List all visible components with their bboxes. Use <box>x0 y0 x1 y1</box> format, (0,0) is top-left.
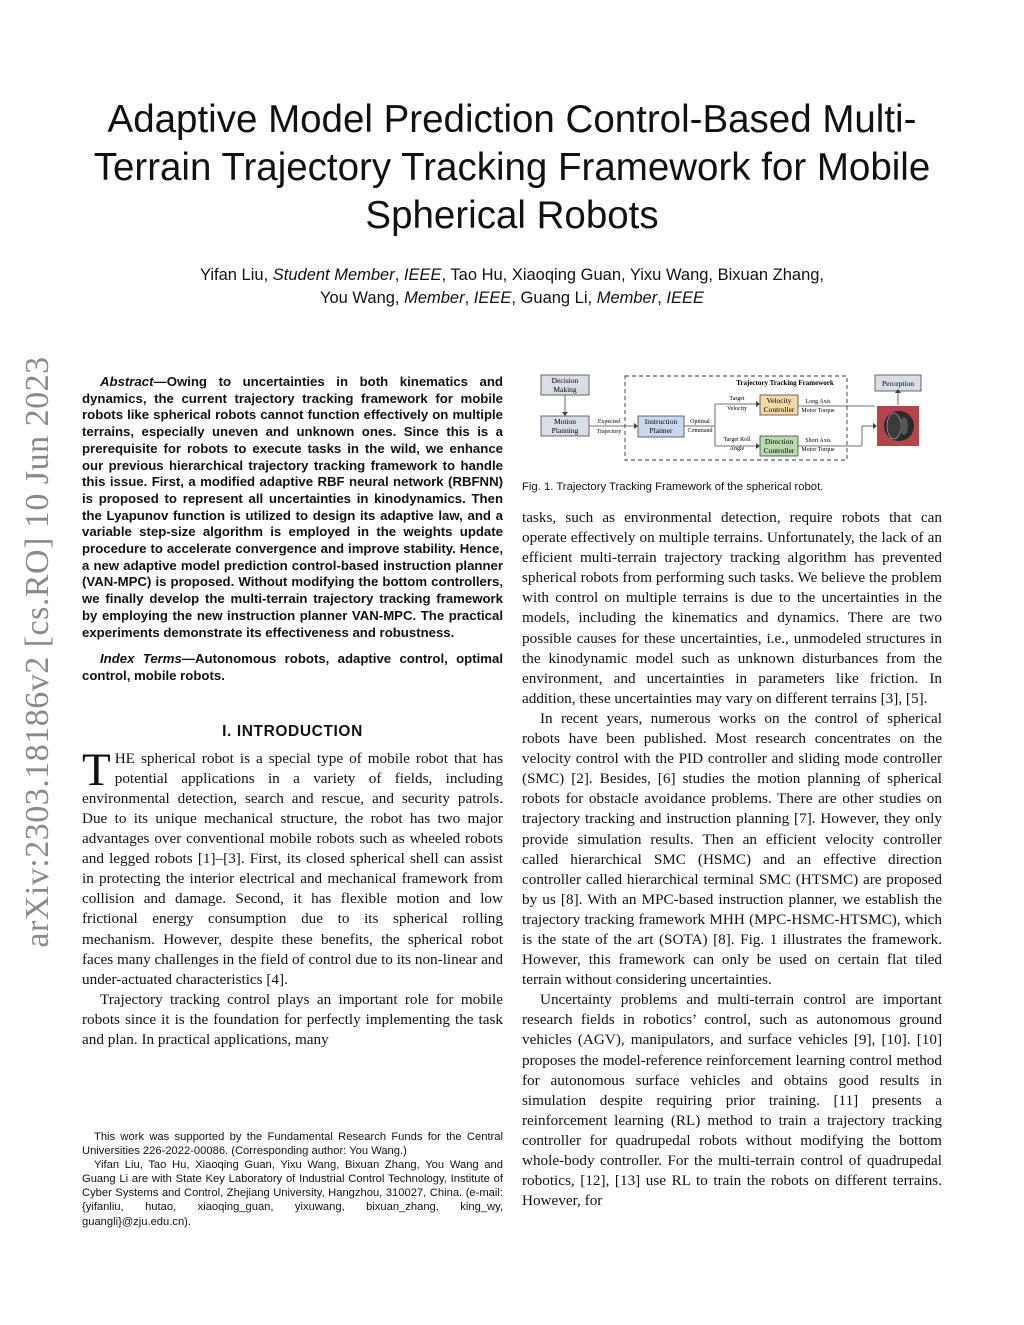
short-axis-label-2: Motor Torque <box>801 447 835 453</box>
right-paragraph-1: tasks, such as environmental detection, require robots that can operate effectively on multiple terrains. Unfortunately, the lack of an efficient multi-terrain trajectory tracking algorithm has prevented spherical robots from performing such tasks. We believe the problem with control on multiple terrains is due to the uncertainties in the models, including the kinematics and dynamics. There are two possible causes for these uncertainties, i.e., unmodeled structures in the kinodynamic model such as unknown disturbances from the environment, and uncertainties in parameters like friction. In addition, these uncertainties may vary on different terrains [3], [5]. <box>522 509 942 707</box>
expected-label-1: Expected <box>597 419 621 425</box>
target-velocity-label-1: Target <box>729 396 745 402</box>
author-line-2: You Wang, Member, IEEE, Guang Li, Member, IEEE <box>320 289 704 307</box>
decision-making-label-1: Decision <box>551 376 579 385</box>
motion-planning-label-2: Planning <box>551 426 579 435</box>
right-paragraph-2: In recent years, numerous works on the control of spherical robots have been published. Most research concentrates on the velocity control with the PID controller and sliding mode controller (SMC) [2]. Besides, [6] studies the motion planning of spherical robots for obstacle avoidance problems. There are other studies on trajectory tracking and instruction planning [7]. However, they only provide simulation results. Then an efficient velocity controller called hierarchical SMC (HSMC) and an effective direction controller called hierarchical terminal SMC (HTSMC) are proposed by us [8]. With an MPC-based instruction planner, we establish the trajectory tracking framework MHH (MPC-HSMC-HTSMC), which is the state of the art (SOTA) [8]. Fig. 1 illustrates the framework. However, this framework can only be used on certain flat tiled terrain without considering uncertainties. <box>522 709 942 989</box>
long-axis-label-2: Motor Torque <box>801 408 835 414</box>
intro-paragraph-2: Trajectory tracking control plays an important role for mobile robots since it is the foundation for perfectly implementing the task and plan. In practical applications, many <box>82 990 503 1048</box>
direction-controller-label-2: Controller <box>763 446 795 455</box>
optimal-label-1: Optimal <box>690 419 710 425</box>
author-line-1: Yifan Liu, Student Member, IEEE, Tao Hu, Xiaoqing Guan, Yixu Wang, Bixuan Zhang, <box>199 266 825 284</box>
direction-controller-label-1: Direction <box>764 437 794 446</box>
robot-wheel-icon <box>887 413 901 439</box>
framework-label: Trajectory Tracking Framework <box>736 379 834 387</box>
figure-1 <box>522 370 942 470</box>
arrowhead-motion-planner <box>634 423 638 429</box>
intro-paragraph-1: THE spherical robot is a special type of mobile robot that has potential applications in a variety of fields, including environmental detection, search and rescue, and security patrols. Due to its unique mechanical structure, the robot has two major advantages over conventional mobile robots such as wheeled robots and legged robots [1]–[3]. First, its closed spherical shell can assist in protecting the interior electrical and mechanical framework from collision and damage. Second, it has flexible motion and low frictional energy consumption due to its spherical rolling mechanism. However, despite these benefits, the spherical robot faces many challenges in the field of control due to its non-linear and under-actuated characteristics [4]. <box>82 743 503 988</box>
target-roll-label-2: Angle <box>729 446 745 452</box>
paper-title: Adaptive Model Prediction Control-Based Multi-Terrain Trajectory Tracking Framework for Mobile Spherical Robots <box>93 98 931 237</box>
figure-1-caption: Fig. 1. Trajectory Tracking Framework of the spherical robot. <box>522 481 824 493</box>
footnote-funding: This work was supported by the Fundamental Research Funds for the Central Universities 226-2022-00086. (Corresponding author: You Wang.) <box>82 1131 503 1158</box>
optimal-label-2: Command <box>687 428 713 434</box>
dropcap: T <box>82 743 111 796</box>
right-column-text <box>522 508 942 1211</box>
abstract: Abstract—Owing to uncertainties in both kinematics and dynamics, the current trajectory tracking framework for mobile robots like spherical robots cannot function effectively on multiple terrains, especially uneven and unknown ones. Since this is a prerequisite for robots to execute tasks in the wild, we enhance our previous hierarchical trajectory tracking framework to handle this issue. First, a modified adaptive RBF neural network (RBFNN) is proposed to represent all uncertainties in kinodynamics. Then the Lyapunov function is utilized to design its adaptive law, and a variable step-size algorithm is employed in the weights update procedure to accelerate convergence and improve stability. Hence, a new adaptive model prediction control-based instruction planner (VAN-MPC) is proposed. Without modifying the bottom controllers, we finally develop the multi-terrain trajectory tracking framework by employing the new instruction planner VAN-MPC. The practical experiments demonstrate its effectiveness and robustness. <box>82 374 503 640</box>
expected-label-2: Trajectory <box>596 429 622 435</box>
index-terms: Index Terms—Autonomous robots, adaptive control, optimal control, mobile robots. <box>82 651 503 683</box>
velocity-controller-label-1: Velocity <box>766 396 792 405</box>
arxiv-sidebar-stamp <box>10 352 66 952</box>
velocity-controller-label-2: Controller <box>763 405 795 414</box>
right-paragraph-3: Uncertainty problems and multi-terrain control are important research fields in robotics’ control, such as autonomous ground vehicles (AGV), manipulators, and surface vehicles [9], [10]. [10] proposes the model-reference reinforcement learning control method for autonomous surface vehicles and obtains good results in simulation despite requiring prior training. [11] presents a reinforcement learning (RL) method to train a trajectory tracking controller for quadrupedal robots without modifying the bottom whole-body controller. For the multi-terrain control of quadrupedal robotics, [12], [13] use RL to train the robots on different terrains. However, for <box>522 991 942 1210</box>
perception-label: Perception <box>881 379 915 388</box>
target-roll-label-1: Target Roll <box>723 437 751 443</box>
arrowhead-decision-motion <box>562 412 568 416</box>
instruction-planner-label-1: Instruction <box>644 417 678 426</box>
target-velocity-label-2: Velocity <box>727 406 747 412</box>
author-list <box>80 264 944 310</box>
left-column <box>82 374 503 1050</box>
footnote <box>82 1130 503 1229</box>
arrowhead-to-direction <box>756 443 760 449</box>
right-column <box>522 370 942 1211</box>
motion-planning-label-1: Motion <box>553 417 577 426</box>
robot-hub-icon <box>900 417 908 435</box>
section-heading-introduction: I. INTRODUCTION <box>222 722 363 740</box>
footnote-affiliation: Yifan Liu, Tao Hu, Xiaoqing Guan, Yixu Wang, Bixuan Zhang, You Wang and Guang Li are with State Key Laboratory of Industrial Control Technology, Institute of Cyber Systems and Control, Zhejiang University, Hangzhou, 310027, China. (e-mail: {yifanliu, hutao, xiaoqing_guan, yixuwang, bixuan_zhang, king_wy, guangli}@zju.edu.cn). <box>82 1159 503 1228</box>
arxiv-id: arXiv:2303.18186v2 [cs.RO] 10 Jun 2023 <box>19 356 56 948</box>
decision-making-label-2: Making <box>553 385 577 394</box>
arrowhead-robot <box>873 423 877 429</box>
arrowhead-to-velocity <box>756 401 760 407</box>
instruction-planner-label-2: Planner <box>649 426 673 435</box>
short-axis-label-1: Short Axis <box>805 438 831 444</box>
framework-diagram <box>522 370 942 470</box>
long-axis-label-1: Long Axis <box>805 399 831 405</box>
